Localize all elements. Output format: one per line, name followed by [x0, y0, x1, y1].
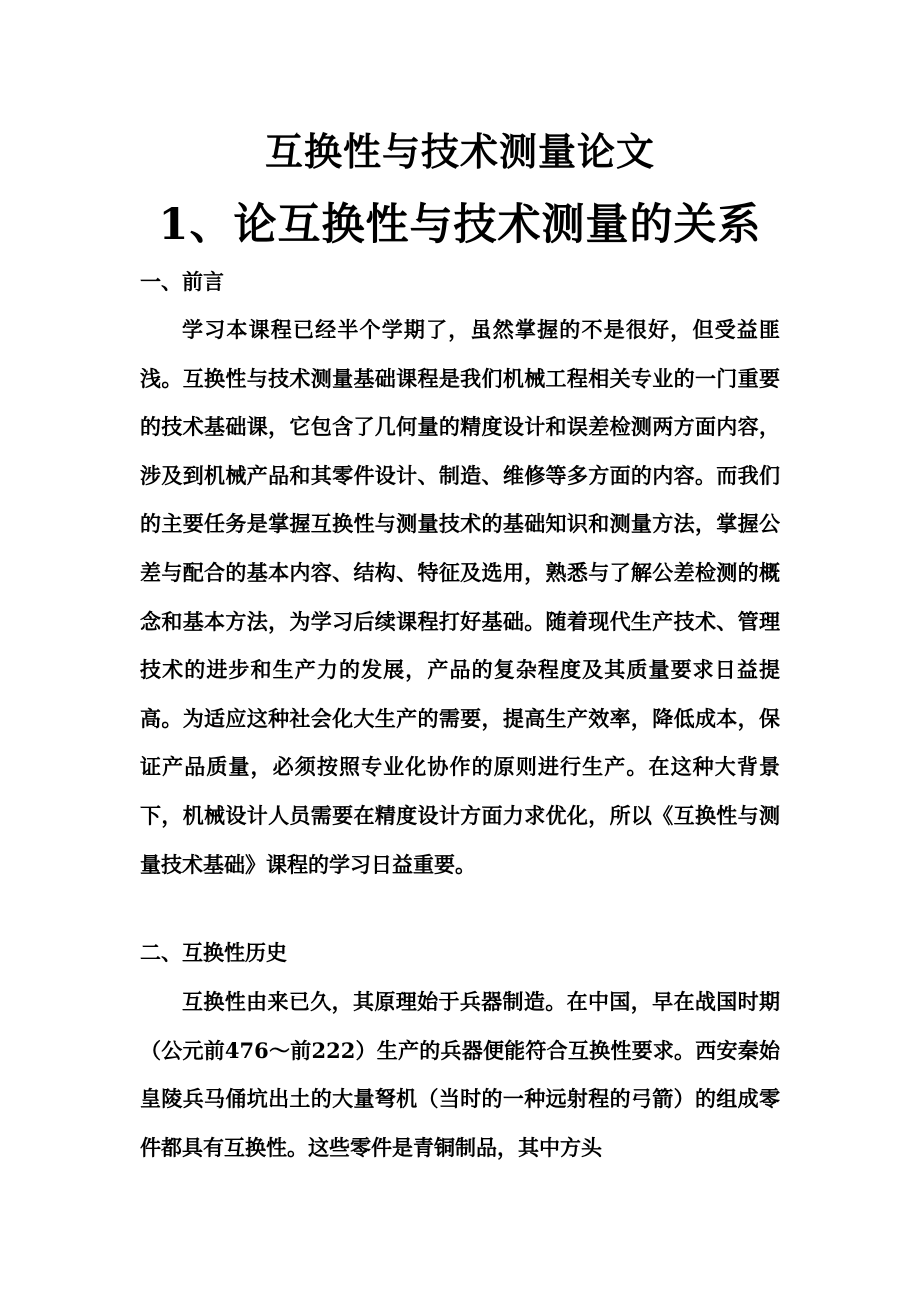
document-title: 互换性与技术测量论文 — [264, 129, 655, 174]
heading-interchangeability-history: 二、互换性历史 — [140, 940, 287, 965]
paragraph-introduction: 学习本课程已经半个学期了，虽然掌握的不是很好，但受益匪浅。互换性与技术测量基础课程是我们机械工程相关专业的一门重要的技术基础课，它包含了几何量的精度设计和误差检测两方面内容，涉及到机械产品和其零件设计、制造、维修等多方面的内容。而我们的主要任务是掌握互换性与测量技术的基础知识和测量方法，掌握公差与配合的基本内容、结构、特征及选用，熟悉与了解公差检测的概念和基本方法，为学习后续课程打好基础。随着现代生产技术、管理技术的进步和生产力的发展，产品的复杂程度及其质量要求日益提高。为适应这种社会化大生产的需要，提高生产效率，降低成本，保证产品质量，必须按照专业化协作的原则进行生产。在这种大背景下，机械设计人员需要在精度设计方面力求优化，所以《互换性与测量技术基础》课程的学习日益重要。 — [140, 317, 780, 877]
heading-introduction: 一、前言 — [140, 269, 224, 294]
section-main-title: 1、论互换性与技术测量的关系 — [158, 200, 762, 250]
paragraph-interchangeability-history: 互换性由来已久，其原理始于兵器制造。在中国，早在战国时期（公元前476～前222）生产的兵器便能符合互换性要求。西安秦始皇陵兵马俑坑出土的大量弩机（当时的一种远射程的弓箭）的组成零件都具有互换性。这些零件是青铜制品，其中方头 — [140, 989, 780, 1160]
